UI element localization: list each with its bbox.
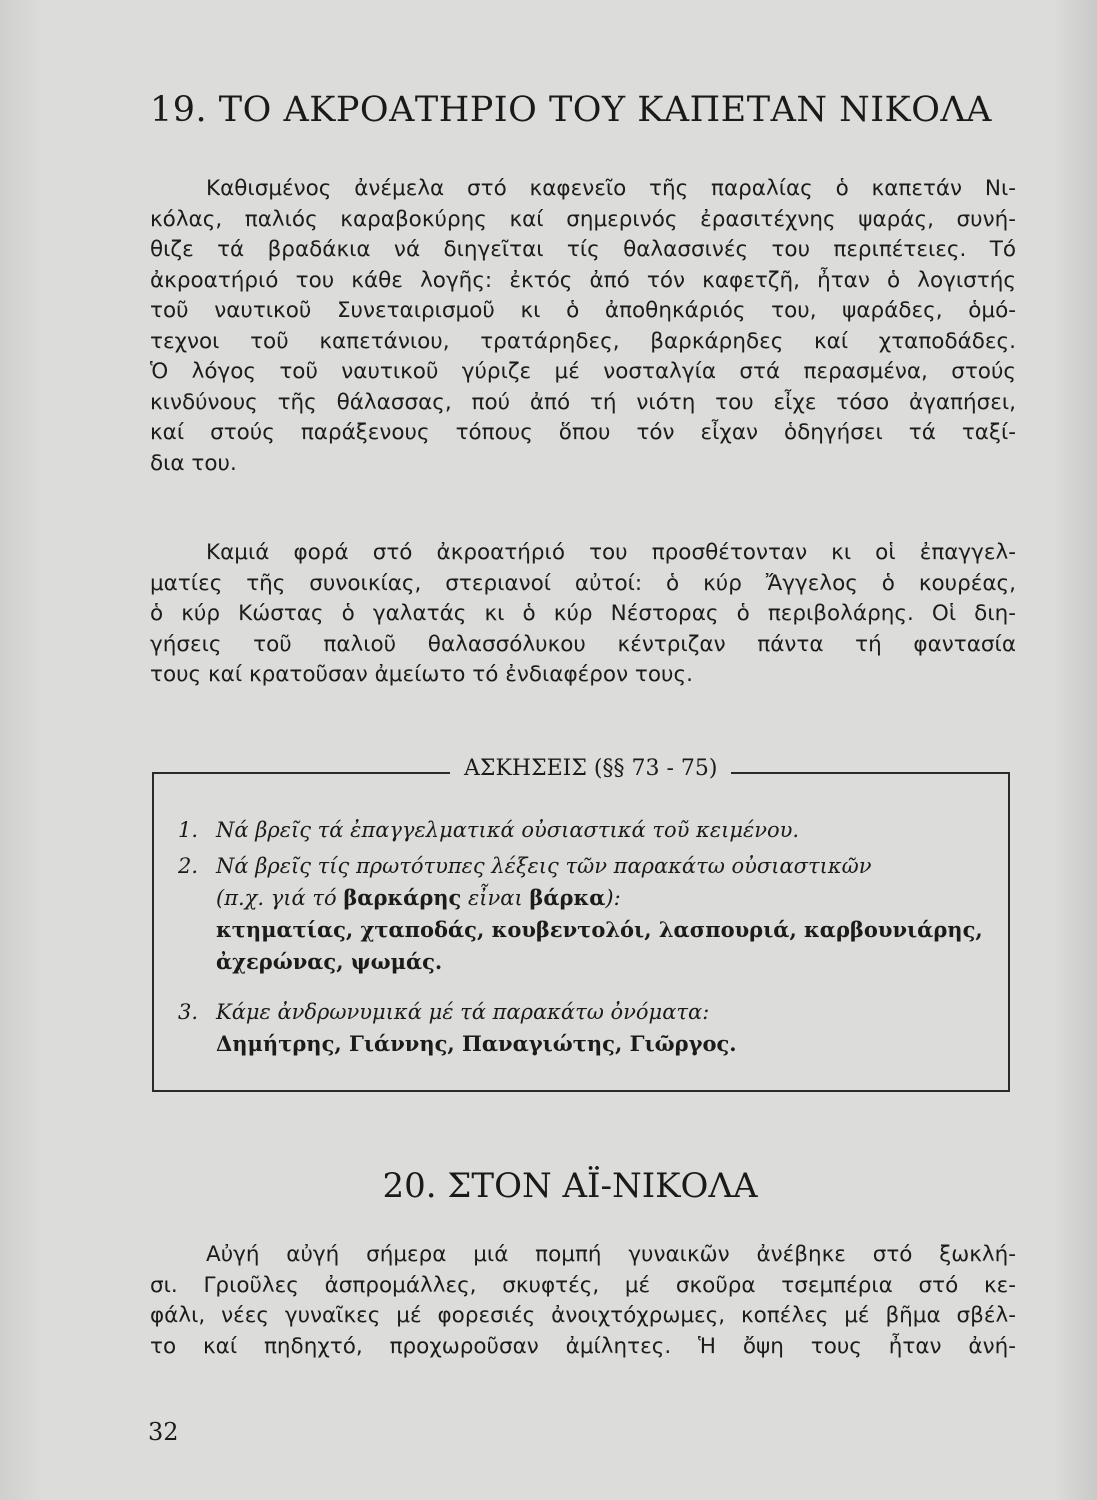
text-line: δια του.	[150, 450, 237, 476]
exercise-example	[178, 882, 998, 914]
exercise-3	[178, 996, 998, 1060]
exercise-2	[178, 850, 998, 978]
text-line: το καί πηδηχτό, προχωροῦσαν ἀμίλητες. Ἡ ὄψη τους ἦταν ἀνή-	[150, 1333, 1016, 1359]
chapter-20-title: 20. ΣΤΟΝ ΑΪ-ΝΙΚΟΛΑ	[382, 1166, 758, 1206]
text-line: ματίες τῆς συνοικίας, στεριανοί αὐτοί: ὁ κύρ Ἄγγελος ὁ κουρέας,	[150, 570, 1016, 596]
exercise-number: 2.	[178, 854, 199, 878]
text-line: τους καί κρατοῦσαν ἀμείωτο τό ἐνδιαφέρον τους.	[150, 662, 693, 687]
exercise-number: 3.	[178, 1000, 199, 1024]
text-line: Ὁ λόγος τοῦ ναυτικοῦ γύριζε μέ νοσταλγία στά περασμένα, στούς	[150, 359, 1016, 384]
example-middle: εἶναι	[468, 886, 523, 910]
text-line: κόλας, παλιός καραβοκύρης καί σημερινός ἐρασιτέχνης ψαράς, συνή-	[150, 206, 1016, 232]
exercise-text: Νά βρεῖς τίς πρωτότυπες λέξεις τῶν παρακάτω οὐσιαστικῶν	[216, 854, 872, 878]
text-line: ἀκροατήριό του κάθε λογῆς: ἐκτός ἀπό τόν καφετζῆ, ἦταν ὁ λογιστής	[150, 267, 1016, 293]
text-line: τοῦ ναυτικοῦ Συνεταιρισμοῦ κι ὁ ἀποθηκάριός του, ψαράδες, ὁμό-	[150, 298, 1016, 323]
text-line: σι. Γριοῦλες ἀσπρομάλλες, σκυφτές, μέ σκοῦρα τσεμπέρια στό κε-	[150, 1272, 1016, 1298]
example-word: βάρκα	[529, 885, 606, 910]
exercises-title: ΑΣΚΗΣΕΙΣ (§§ 73 - 75)	[450, 756, 731, 781]
exercise-text: Νά βρεῖς τά ἐπαγγελματικά οὐσιαστικά τοῦ κειμένου.	[216, 818, 800, 842]
exercises-box	[152, 756, 1010, 1092]
exercise-1	[178, 814, 998, 846]
example-word: βαρκάρης	[343, 885, 462, 910]
exercise-text: Κάμε ἀνδρωνυμικά μέ τά παρακάτω ὀνόματα:	[216, 1000, 710, 1024]
text-line: τεχνοι τοῦ καπετάνιου, τρατάρηδες, βαρκάρηδες καί χταποδάδες.	[150, 328, 1016, 354]
chapter-20-paragraph-1	[150, 1240, 1016, 1362]
text-line: Καθισμένος ἀνέμελα στό καφενεῖο τῆς παραλίας ὁ καπετάν Νι-	[206, 176, 1016, 201]
text-line: Αὐγή αὐγή σήμερα μιά πομπή γυναικῶν ἀνέβηκε στό ξωκλή-	[206, 1242, 1016, 1267]
chapter-19-paragraph-2	[150, 538, 1016, 691]
text-line: ὁ κύρ Κώστας ὁ γαλατάς κι ὁ κύρ Νέστορας ὁ περιβολάρης. Οἱ διη-	[150, 601, 1016, 626]
exercise-word-list: ἀχερώνας, ψωμάς.	[216, 949, 443, 974]
chapter-19-title: 19. ΤΟ ΑΚΡΟΑΤΗΡΙΟ ΤΟΥ ΚΑΠΕΤΑΝ ΝΙΚΟΛΑ	[150, 90, 992, 130]
text-line: φάλι, νέες γυναῖκες μέ φορεσιές ἀνοιχτόχρωμες, κοπέλες μέ βῆμα σβέλ-	[150, 1303, 1016, 1328]
exercise-number: 1.	[178, 818, 199, 842]
text-line: γήσεις τοῦ παλιοῦ θαλασσόλυκου κέντριζαν πάντα τή φαντασία	[150, 631, 1016, 657]
exercise-word-list: κτηματίας, χταποδάς, κουβεντολόι, λασπουριά, καρβουνιάρης,	[216, 917, 983, 942]
chapter-19-paragraph-1	[150, 174, 1016, 479]
example-prefix: (π.χ. γιά τό	[216, 886, 337, 910]
text-line: καί στούς παράξενους τόπους ὅπου τόν εἶχαν ὁδηγήσει τά ταξί-	[150, 420, 1016, 445]
exercise-name-list: Δημήτρης, Γιάννης, Παναγιώτης, Γιῶργος.	[216, 1031, 737, 1056]
text-line: Καμιά φορά στό ἀκροατήριό του προσθέτονταν κι οἱ ἐπαγγελ-	[206, 540, 1016, 565]
page-number: 32	[148, 1418, 179, 1446]
text-line: κινδύνους τῆς θάλασσας, πού ἀπό τή νιότη του εἶχε τόσο ἀγαπήσει,	[150, 389, 1016, 415]
text-line: θιζε τά βραδάκια νά διηγεῖται τίς θαλασσινές του περιπέτειες. Τό	[150, 237, 1016, 262]
example-suffix: ):	[605, 886, 621, 910]
